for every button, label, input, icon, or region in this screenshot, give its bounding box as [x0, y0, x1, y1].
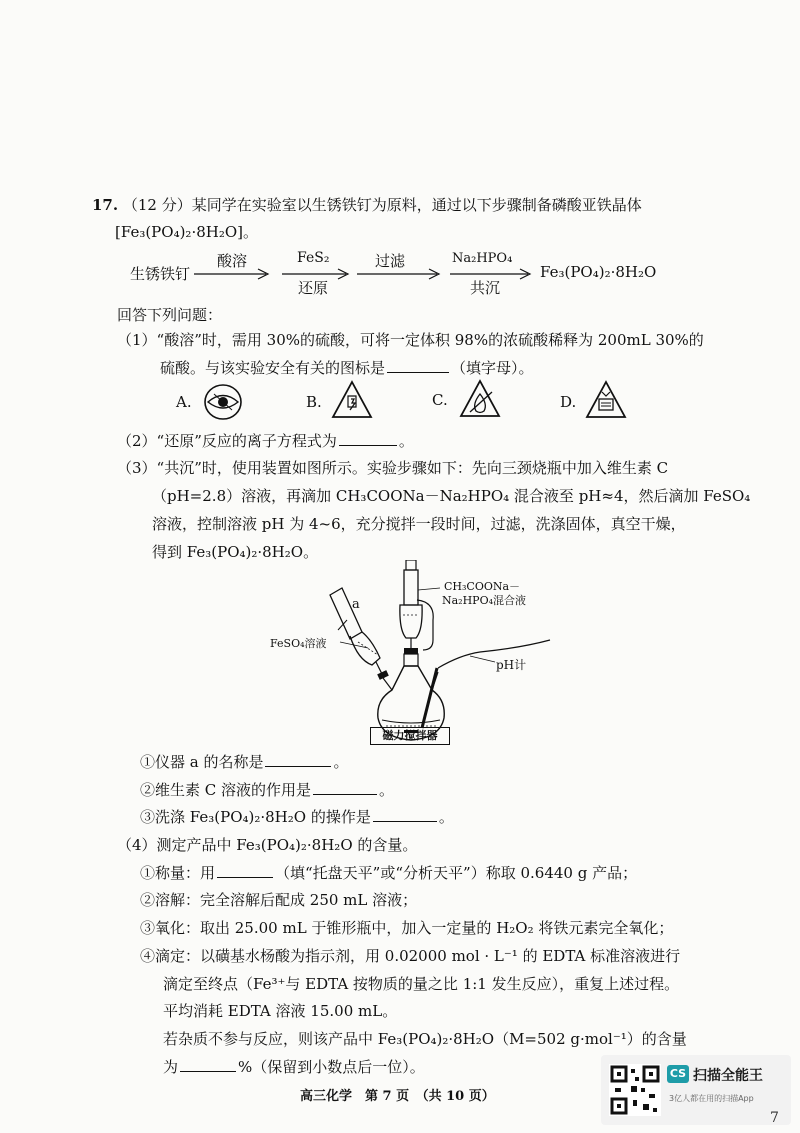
option-b-label: B.	[306, 393, 322, 411]
q4-step4-line3: 平均消耗 EDTA 溶液 15.00 mL。	[163, 1002, 398, 1020]
flow-step4-reagent: Na₂HPO₄	[452, 251, 513, 266]
q4-result-blank[interactable]	[180, 1056, 236, 1072]
question-points: （12 分）	[122, 196, 192, 214]
flow-step1-label: 酸溶	[217, 252, 248, 270]
label-mixed-solution-1: CH₃COONa－	[444, 580, 521, 593]
question-number: 17.	[92, 196, 119, 214]
q1-line2	[160, 357, 534, 379]
option-c-label: C.	[432, 391, 448, 409]
q1-line2-suffix: （填字母）。	[451, 359, 534, 377]
q3-line1: （3）“共沉”时，使用装置如图所示。实验步骤如下：先向三颈烧瓶中加入维生素 C	[117, 459, 669, 477]
q4-step4-line1: ④滴定：以磺基水杨酸为指示剂，用 0.02000 mol · L⁻¹ 的 EDTA 标准溶液进行	[140, 947, 681, 965]
q2-line: （2）“还原”反应的离子方程式为 。	[117, 432, 414, 450]
page-footer: 高三化学 第 7 页 （共 10 页）	[300, 1089, 495, 1104]
corrosive-hazard-icon	[584, 379, 628, 421]
q3-line4: 得到 Fe₃(PO₄)₂·8H₂O。	[152, 543, 319, 561]
q4-step1-suffix: （填“托盘天平”或“分析天平”）称取 0.6440 g 产品；	[275, 864, 638, 882]
q3-sub1-text: ①仪器 a 的名称是	[140, 753, 264, 771]
q1-line1: （1）“酸溶”时，需用 30%的硫酸，可将一定体积 98%的浓硫酸稀释为 200mL 30%的	[117, 331, 704, 349]
answer-intro: 回答下列问题：	[117, 306, 223, 324]
q4-result-prefix: 为	[163, 1058, 179, 1076]
label-instrument-a: a	[352, 597, 360, 612]
brand-tagline: 3亿人都在用的扫描App	[669, 1094, 754, 1103]
q4-step1	[140, 862, 637, 884]
eye-protection-icon	[200, 381, 246, 423]
q4-step2: ②溶解：完全溶解后配成 250 mL 溶液；	[140, 891, 418, 909]
q3-sub1-blank[interactable]	[265, 751, 331, 767]
question-intro: 某同学在实验室以生锈铁钉为原料，通过以下步骤制备磷酸亚铁晶体	[191, 196, 642, 214]
q3-sub3: ③洗涤 Fe₃(PO₄)₂·8H₂O 的操作是 。	[140, 808, 454, 826]
q2-answer-blank[interactable]	[339, 430, 397, 446]
q3-sub2-text: ②维生素 C 溶液的作用是	[140, 781, 312, 799]
brand-name: 扫描全能王	[693, 1068, 763, 1084]
flow-step2-reagent: FeS₂	[297, 250, 330, 266]
q4-line1: （4）测定产品中 Fe₃(PO₄)₂·8H₂O 的含量。	[117, 836, 418, 854]
q3-sub1: ①仪器 a 的名称是 。	[140, 753, 349, 771]
page-corner-number: 7	[770, 1110, 779, 1126]
label-feso4-solution: FeSO₄溶液	[270, 637, 327, 650]
q3-line2: （pH=2.8）溶液，再滴加 CH₃COONa－Na₂HPO₄ 混合液至 pH≈4，然后滴加 FeSO₄	[152, 487, 751, 505]
qr-code-icon	[609, 1064, 661, 1116]
three-neck-flask-diagram	[320, 560, 560, 745]
q4-balance-blank[interactable]	[217, 862, 273, 878]
electric-hazard-icon	[330, 379, 374, 421]
question-header	[92, 194, 642, 216]
label-mixed-solution-2: Na₂HPO₄混合液	[442, 594, 527, 607]
q3-line3: 溶液，控制溶液 pH 为 4~6，充分搅拌一段时间，过滤，洗涤固体，真空干燥，	[152, 515, 686, 533]
flow-start: 生锈铁钉	[130, 265, 191, 283]
question-intro-formula: [Fe₃(PO₄)₂·8H₂O]。	[115, 223, 259, 241]
flow-step2-label: 还原	[298, 279, 329, 297]
q4-result-suffix: %（保留到小数点后一位）。	[238, 1058, 425, 1076]
q4-step4-line4: 若杂质不参与反应，则该产品中 Fe₃(PO₄)₂·8H₂O（M=502 g·mol⁻¹）的含量	[163, 1030, 687, 1048]
q3-sub2: ②维生素 C 溶液的作用是 。	[140, 781, 395, 799]
fire-hazard-icon	[458, 378, 502, 420]
q3-sub2-blank[interactable]	[313, 779, 377, 795]
camscanner-logo: CS	[667, 1065, 689, 1083]
q4-step4-line5	[163, 1056, 425, 1078]
flow-step3-label: 过滤	[375, 252, 406, 270]
q2-text: （2）“还原”反应的离子方程式为	[117, 432, 337, 450]
q4-step3: ③氧化：取出 25.00 mL 于锥形瓶中，加入一定量的 H₂O₂ 将铁元素完全氧化；	[140, 919, 674, 937]
flow-product: Fe₃(PO₄)₂·8H₂O	[540, 263, 657, 281]
q1-answer-blank[interactable]	[387, 357, 449, 373]
q3-sub3-text: ③洗涤 Fe₃(PO₄)₂·8H₂O 的操作是	[140, 808, 371, 826]
q1-line2-text: 硫酸。与该实验安全有关的图标是	[160, 359, 386, 377]
scanner-watermark	[601, 1055, 791, 1125]
flow-step4-label: 共沉	[470, 279, 501, 297]
q4-step4-line2: 滴定至终点（Fe³⁺与 EDTA 按物质的量之比 1:1 发生反应），重复上述过程。	[163, 975, 680, 993]
q3-sub3-blank[interactable]	[373, 806, 437, 822]
option-a-label: A.	[176, 393, 192, 411]
label-magnetic-stirrer: 磁力搅拌器	[370, 727, 450, 745]
option-d-label: D.	[560, 393, 577, 411]
q4-step1-text: ①称量：用	[140, 864, 216, 882]
label-ph-meter: pH计	[496, 658, 527, 672]
